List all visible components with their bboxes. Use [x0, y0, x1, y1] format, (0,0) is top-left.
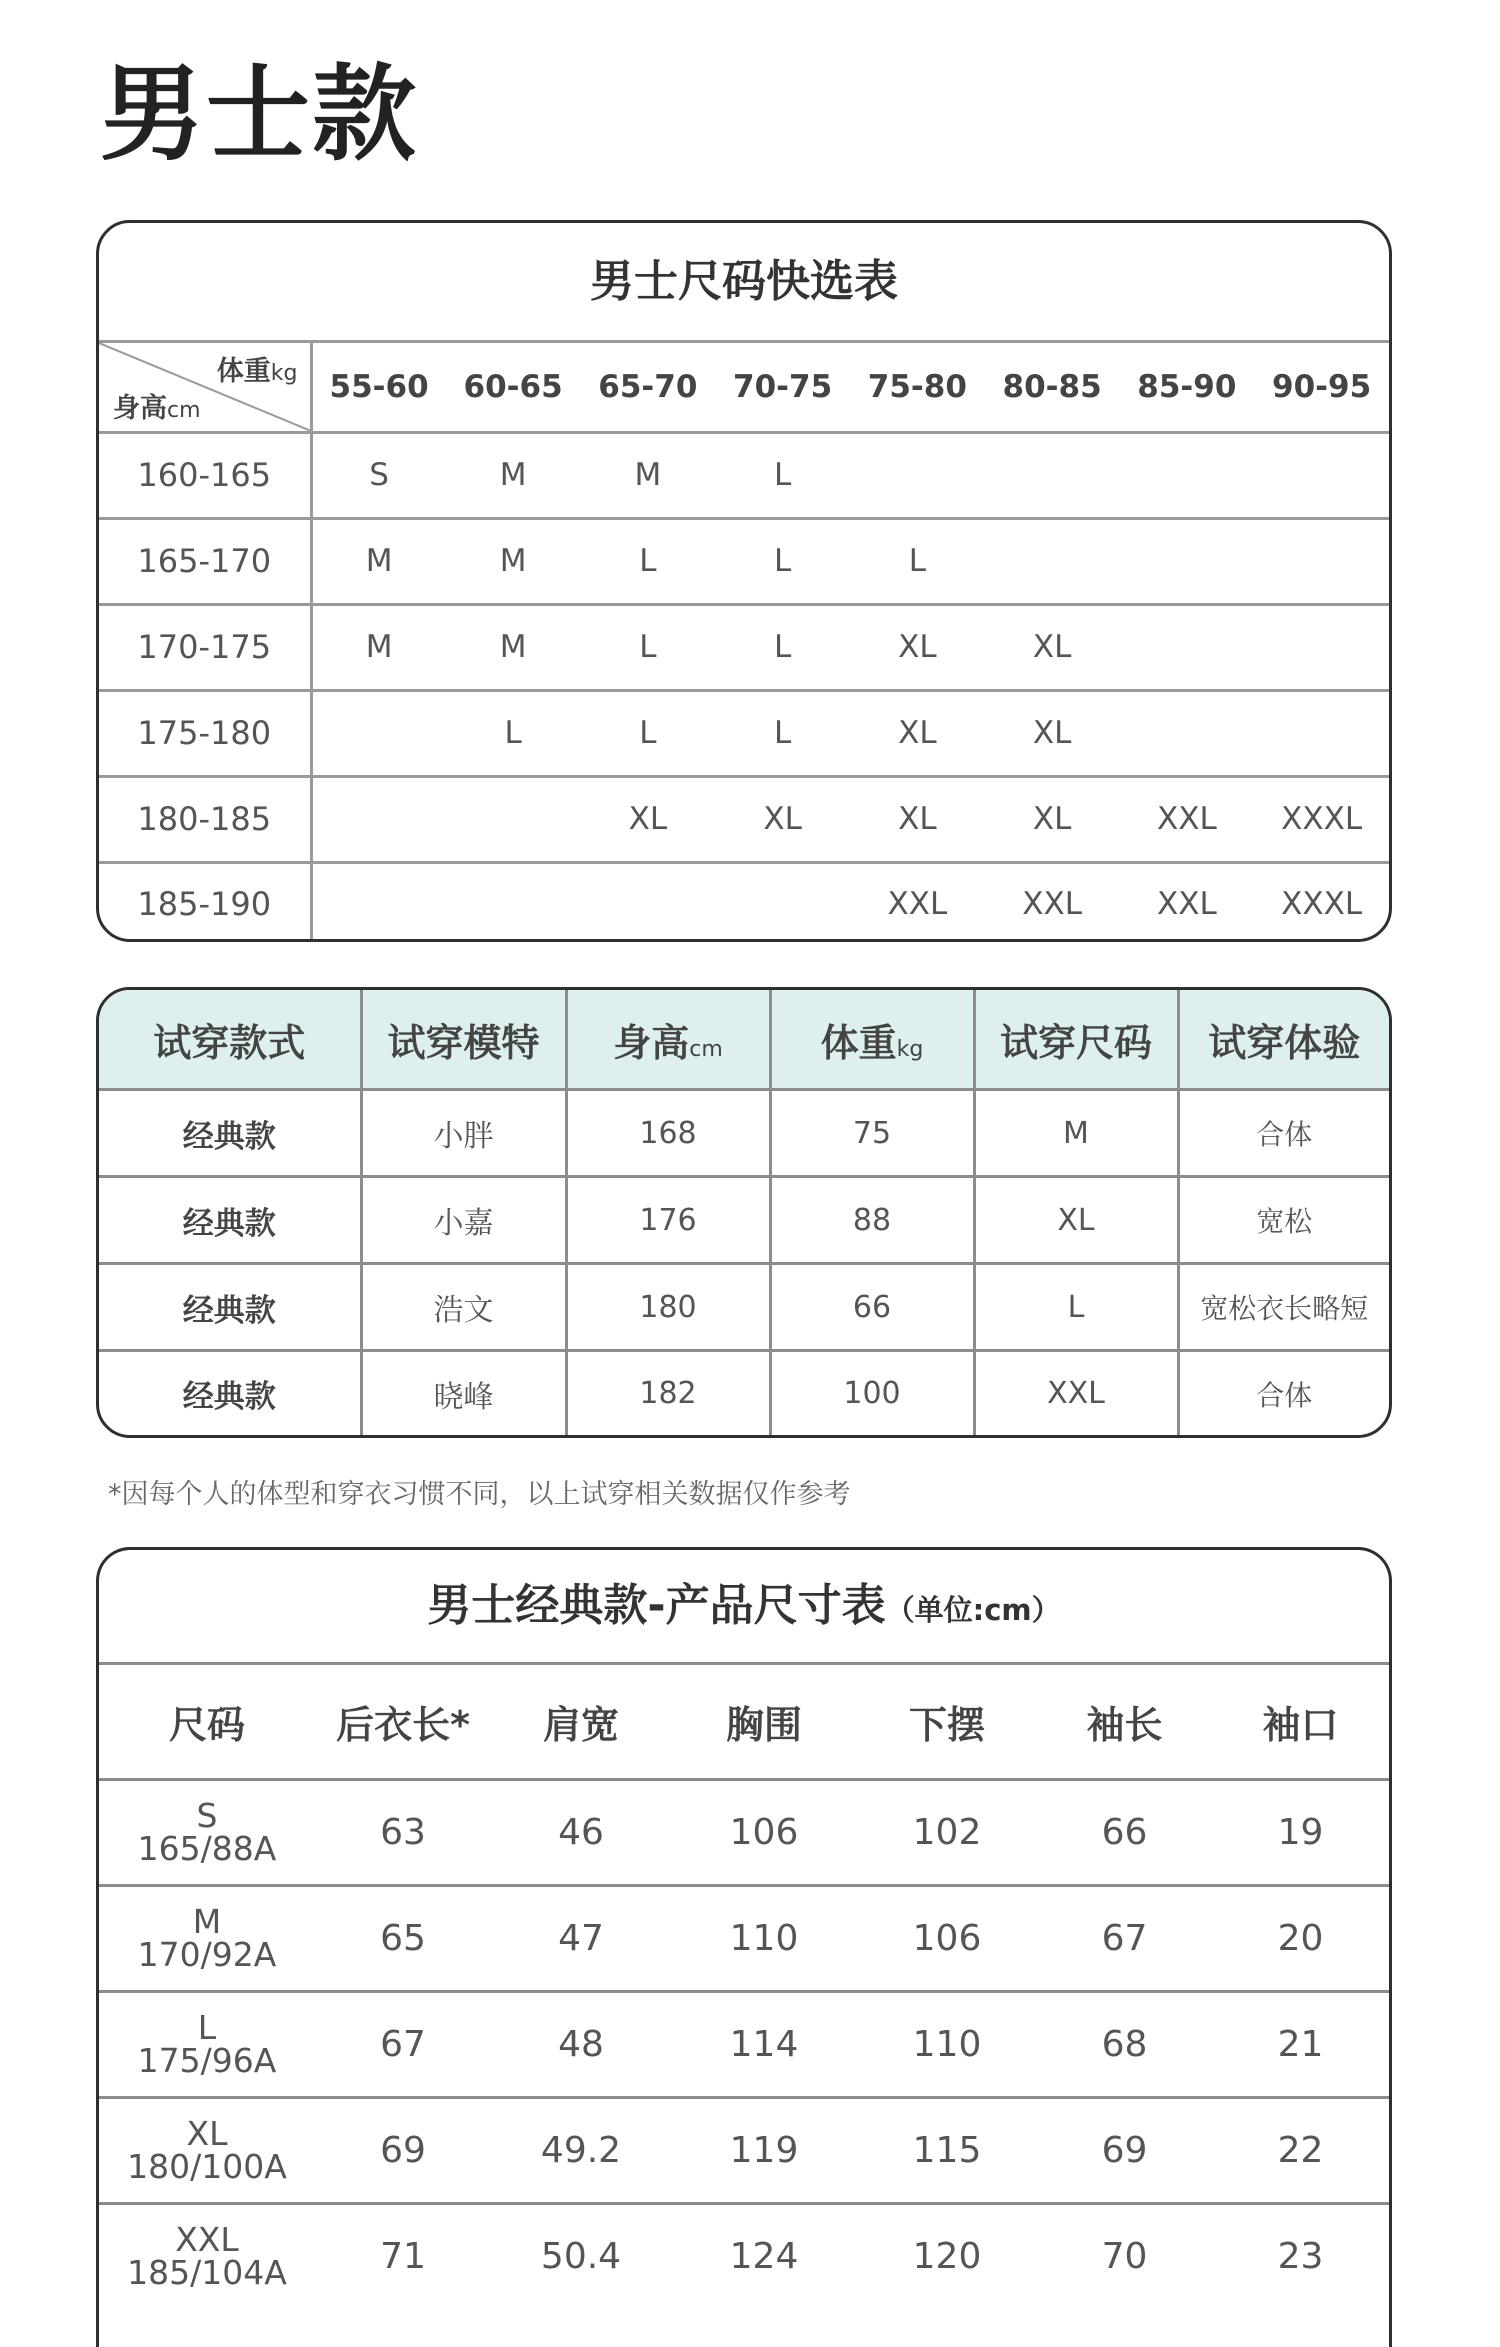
weight-range-header: 85-90 [1120, 343, 1255, 433]
size-cell [715, 862, 850, 942]
size-cell: M [446, 518, 581, 604]
size-cell [1254, 433, 1389, 519]
tryon-height-cell: 168 [566, 1090, 770, 1177]
height-range-cell: 180-185 [99, 776, 311, 862]
size-cell [581, 862, 716, 942]
product-size-title: 男士经典款-产品尺寸表（单位:cm） [99, 1550, 1389, 1665]
disclaimer-note: *因每个人的体型和穿衣习惯不同，以上试穿相关数据仅作参考 [108, 1479, 851, 1510]
tryon-weight-cell: 66 [770, 1264, 974, 1351]
product-header-cell: 肩宽 [491, 1665, 671, 1780]
product-size-row [99, 1886, 1389, 1992]
size-cell: L [715, 518, 850, 604]
tryon-header-height: 身高cm [566, 990, 770, 1090]
quick-size-title: 男士尺码快选表 [99, 223, 1389, 343]
measurement-cell: 47 [491, 1886, 671, 1992]
measurement-cell: 115 [857, 2098, 1037, 2204]
tryon-size-cell: L [974, 1264, 1178, 1351]
measurement-cell: 110 [671, 1886, 857, 1992]
size-cell: M [311, 604, 446, 690]
product-size-table [99, 1665, 1389, 2308]
product-size-label-cell [99, 1886, 315, 1992]
size-cell [1120, 518, 1255, 604]
size-cell [1254, 690, 1389, 776]
quick-size-row [99, 518, 1389, 604]
tryon-style-cell: 经典款 [99, 1351, 361, 1435]
tryon-model-cell: 小嘉 [361, 1177, 566, 1264]
size-cell [850, 433, 985, 519]
height-range-cell: 165-170 [99, 518, 311, 604]
size-cell [446, 776, 581, 862]
product-size-label-cell [99, 2204, 315, 2309]
measurement-cell: 68 [1037, 1992, 1212, 2098]
page-title: 男士款 [100, 53, 419, 175]
weight-range-header: 80-85 [985, 343, 1120, 433]
measurement-cell: 49.2 [491, 2098, 671, 2204]
measurement-cell: 63 [315, 1780, 491, 1886]
tryon-row [99, 1090, 1389, 1177]
tryon-style-cell: 经典款 [99, 1177, 361, 1264]
size-cell: XL [850, 776, 985, 862]
size-cell: XL [715, 776, 850, 862]
product-header-cell: 后衣长* [315, 1665, 491, 1780]
measurement-cell: 48 [491, 1992, 671, 2098]
size-cell [985, 433, 1120, 519]
size-cell [311, 862, 446, 942]
size-cell: XL [850, 690, 985, 776]
tryon-experience-cell: 宽松衣长略短 [1178, 1264, 1389, 1351]
tryon-style-cell: 经典款 [99, 1090, 361, 1177]
size-cell: L [850, 518, 985, 604]
tryon-experience-cell: 宽松 [1178, 1177, 1389, 1264]
tryon-size-cell: XXL [974, 1351, 1178, 1435]
product-header-cell: 袖长 [1037, 1665, 1212, 1780]
measurement-cell: 114 [671, 1992, 857, 2098]
tryon-height-cell: 182 [566, 1351, 770, 1435]
tryon-header-weight: 体重kg [770, 990, 974, 1090]
quick-size-row [99, 776, 1389, 862]
quick-size-row [99, 433, 1389, 519]
quick-size-table [99, 343, 1389, 942]
tryon-experience-cell: 合体 [1256, 1378, 1313, 1412]
tryon-row [99, 1351, 1389, 1435]
size-cell: M [446, 604, 581, 690]
weight-range-header: 60-65 [446, 343, 581, 433]
size-spec: 180/100A [127, 2146, 287, 2186]
measurement-cell: 67 [315, 1992, 491, 2098]
size-cell [311, 776, 446, 862]
size-cell: XL [985, 776, 1120, 862]
size-cell: L [581, 604, 716, 690]
size-cell: M [446, 433, 581, 519]
weight-range-header: 55-60 [311, 343, 446, 433]
size-spec: 185/104A [127, 2252, 287, 2292]
measurement-cell: 46 [491, 1780, 671, 1886]
measurement-cell: 70 [1101, 2236, 1148, 2277]
measurement-cell: 22 [1212, 2098, 1389, 2204]
measurement-cell: 102 [857, 1780, 1037, 1886]
tryon-style-cell: 经典款 [99, 1264, 361, 1351]
weight-range-header: 75-80 [850, 343, 985, 433]
measurement-cell: 69 [315, 2098, 491, 2204]
product-size-label-cell [99, 1780, 315, 1886]
measurement-cell: 110 [857, 1992, 1037, 2098]
measurement-cell: 106 [857, 1886, 1037, 1992]
size-cell: M [581, 433, 716, 519]
size-cell: L [715, 690, 850, 776]
height-range-cell: 170-175 [99, 604, 311, 690]
size-cell: XXL [1120, 776, 1255, 862]
weight-range-header: 70-75 [715, 343, 850, 433]
size-spec: 175/96A [137, 2040, 277, 2080]
size-cell: L [715, 433, 850, 519]
measurement-cell: 71 [380, 2236, 426, 2277]
tryon-table [99, 990, 1389, 1435]
size-code: M [192, 1901, 222, 1941]
measurement-cell: 65 [315, 1886, 491, 1992]
product-size-card [96, 1547, 1392, 2347]
height-range-cell: 175-180 [99, 690, 311, 776]
size-cell [1254, 604, 1389, 690]
measurement-cell: 50.4 [540, 2236, 622, 2277]
size-cell: XXL [1157, 886, 1217, 923]
tryon-height-cell: 176 [566, 1177, 770, 1264]
size-cell: XL [850, 604, 985, 690]
tryon-model-cell: 浩文 [361, 1264, 566, 1351]
size-cell: XL [985, 604, 1120, 690]
product-size-row [99, 2098, 1389, 2204]
product-header-cell: 下摆 [857, 1665, 1037, 1780]
tryon-model-cell: 小胖 [361, 1090, 566, 1177]
size-cell: L [715, 604, 850, 690]
tryon-header-row [99, 990, 1389, 1090]
measurement-cell: 66 [1037, 1780, 1212, 1886]
size-cell: M [311, 518, 446, 604]
product-size-header-row [99, 1665, 1389, 1780]
measurement-cell: 119 [671, 2098, 857, 2204]
size-spec: 170/92A [137, 1934, 277, 1974]
quick-size-row [99, 862, 1389, 942]
corner-weight-label: 体重kg [216, 356, 298, 387]
measurement-cell: 19 [1212, 1780, 1389, 1886]
size-code: L [197, 2007, 217, 2047]
height-range-cell: 160-165 [99, 433, 311, 519]
product-header-cell: 胸围 [671, 1665, 857, 1780]
size-cell: L [581, 518, 716, 604]
size-cell [1254, 518, 1389, 604]
size-cell [446, 862, 581, 942]
measurement-cell: 23 [1277, 2236, 1324, 2277]
tryon-header-style: 试穿款式 [99, 990, 361, 1090]
tryon-model-cell: 晓峰 [361, 1351, 566, 1435]
measurement-cell: 21 [1212, 1992, 1389, 2098]
tryon-experience-cell: 合体 [1178, 1090, 1389, 1177]
size-cell [1120, 433, 1255, 519]
tryon-header-size: 试穿尺码 [974, 990, 1178, 1090]
measurement-cell: 67 [1037, 1886, 1212, 1992]
weight-range-header: 90-95 [1254, 343, 1389, 433]
size-cell: XL [581, 776, 716, 862]
product-header-cell: 袖口 [1212, 1665, 1389, 1780]
tryon-header-model: 试穿模特 [361, 990, 566, 1090]
size-code: S [196, 1795, 218, 1835]
size-cell: L [446, 690, 581, 776]
product-header-cell: 尺码 [99, 1665, 315, 1780]
measurement-cell: 69 [1037, 2098, 1212, 2204]
tryon-weight-cell: 75 [770, 1090, 974, 1177]
product-size-label-cell [99, 2098, 315, 2204]
size-cell: L [581, 690, 716, 776]
size-cell: XL [985, 690, 1120, 776]
size-cell [1120, 690, 1255, 776]
weight-range-header: 65-70 [581, 343, 716, 433]
quick-size-card [96, 220, 1392, 942]
quick-size-row [99, 690, 1389, 776]
tryon-card [96, 987, 1392, 1438]
size-spec: 165/88A [137, 1828, 277, 1868]
size-code: XXL [175, 2219, 239, 2259]
product-size-row [99, 1992, 1389, 2098]
product-size-label-cell [99, 1992, 315, 2098]
corner-cell [99, 343, 311, 433]
size-cell: S [311, 433, 446, 519]
quick-size-row [99, 604, 1389, 690]
size-code: XL [186, 2113, 228, 2153]
product-size-row [99, 1780, 1389, 1886]
quick-size-header-row [99, 343, 1389, 433]
product-size-unit: （单位:cm） [885, 1593, 1061, 1627]
tryon-weight-cell: 100 [770, 1351, 974, 1435]
measurement-cell: 20 [1212, 1886, 1389, 1992]
product-size-row [99, 2204, 1389, 2309]
measurement-cell: 124 [729, 2236, 799, 2277]
size-cell: XXXL [1254, 776, 1389, 862]
corner-height-label: 身高cm [113, 393, 201, 424]
tryon-row [99, 1177, 1389, 1264]
tryon-size-cell: M [974, 1090, 1178, 1177]
size-cell [311, 690, 446, 776]
tryon-row [99, 1264, 1389, 1351]
size-cell: XXL [1022, 886, 1082, 923]
size-cell: XXXL [1281, 886, 1363, 923]
size-cell: XXL [887, 886, 948, 923]
measurement-cell: 120 [912, 2236, 982, 2277]
height-range-cell: 185-190 [99, 862, 311, 942]
size-cell [985, 518, 1120, 604]
size-cell [1120, 604, 1255, 690]
tryon-weight-cell: 88 [770, 1177, 974, 1264]
measurement-cell: 106 [671, 1780, 857, 1886]
tryon-header-experience: 试穿体验 [1178, 990, 1389, 1090]
tryon-height-cell: 180 [566, 1264, 770, 1351]
tryon-size-cell: XL [974, 1177, 1178, 1264]
